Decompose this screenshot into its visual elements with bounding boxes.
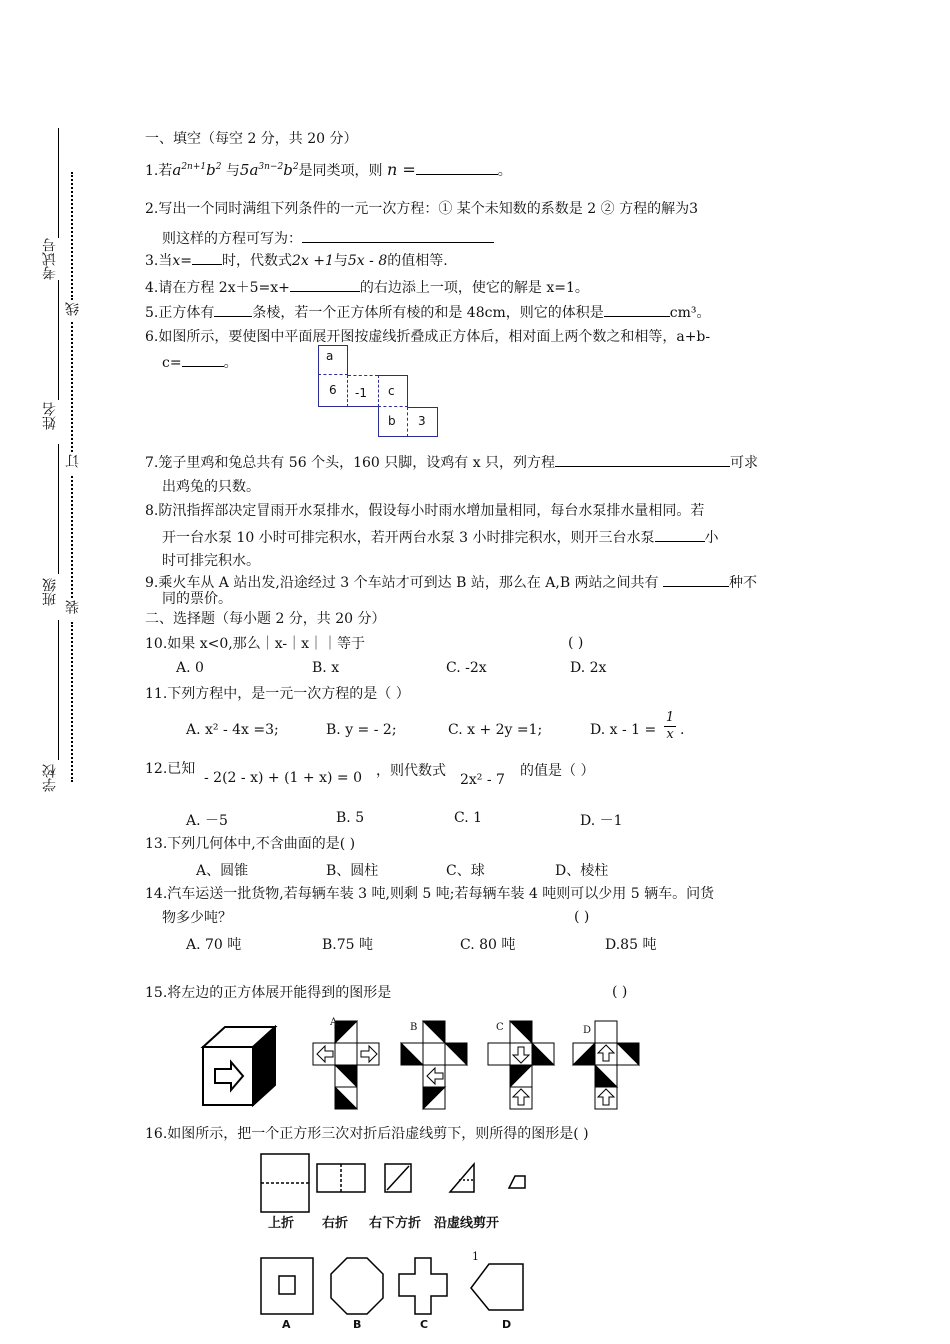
question-12-post: 的值是（ ） bbox=[520, 763, 595, 779]
shape-option-d bbox=[471, 1264, 523, 1310]
expression: 2x² - 7 bbox=[460, 772, 505, 788]
option-d: D. －1 bbox=[580, 813, 623, 829]
net-cell-3: 3 bbox=[408, 407, 438, 437]
question-12-mid: ，则代数式 bbox=[376, 763, 446, 779]
folding-steps-figure bbox=[255, 1150, 545, 1220]
equation: - 2(2 - x) + (1 + x) = 0 bbox=[204, 770, 362, 786]
label-a: A bbox=[330, 1017, 338, 1028]
question-9-line2: 同的票价。 bbox=[162, 591, 232, 607]
question-2-line1: 2.写出一个同时满组下列条件的一元一次方程：① 某个未知数的系数是 2 ② 方程的解为3 bbox=[145, 201, 698, 217]
cut-line bbox=[71, 322, 73, 452]
shape-label-d: D bbox=[502, 1318, 512, 1331]
step-label: 沿虚线剪开 bbox=[434, 1216, 500, 1231]
shape-option-c bbox=[399, 1258, 447, 1314]
net-cell-minus1: -1 bbox=[348, 375, 378, 407]
question-6-line2: c= 。 bbox=[162, 352, 238, 372]
question-6-line1: 6.如图所示，要使图中平面展开图按虚线折叠成正方体后，相对面上两个数之和相等，a+b- bbox=[145, 329, 711, 345]
question-14-line2: 物多少吨？ bbox=[162, 910, 232, 926]
step-right-fold bbox=[317, 1164, 365, 1192]
shape-option-b bbox=[331, 1258, 383, 1314]
option-c: C. 80 吨 bbox=[460, 937, 516, 953]
question-15: 15.将左边的正方体展开能得到的图形是 bbox=[145, 985, 392, 1001]
question-8-line1: 8.防汛指挥部决定冒雨开水泵排水，假设每小时雨水增加量相同，每台水泵排水量相同。若 bbox=[145, 503, 705, 519]
question-11: 11.下列方程中，是一元一次方程的是（ ） bbox=[145, 686, 410, 702]
cut-line bbox=[71, 172, 73, 300]
option-b: B. x bbox=[312, 660, 340, 676]
option-a: A. －5 bbox=[186, 813, 228, 829]
option-d: D. x - 1 = bbox=[590, 722, 657, 738]
fraction-period: . bbox=[680, 722, 685, 738]
shape-option-a bbox=[261, 1258, 313, 1314]
option-b: B、圆柱 bbox=[326, 863, 379, 879]
question-7-line1: 7.笼子里鸡和兔总共有 56 个头，160 只脚，设鸡有 x 只，列方程 可求 bbox=[145, 452, 758, 472]
fraction-denominator: x bbox=[664, 726, 676, 743]
cut-line bbox=[71, 476, 73, 598]
answer-paren: ( ) bbox=[568, 635, 584, 651]
shape-label-a: A bbox=[282, 1318, 291, 1331]
step-label: 右折 bbox=[322, 1216, 349, 1231]
question-5: 5.正方体有 条棱，若一个正方体所有棱的和是 48cm，则它的体积是 cm³。 bbox=[145, 302, 710, 322]
shape-label-b: B bbox=[353, 1318, 362, 1331]
margin-label-class: 班级 bbox=[42, 578, 58, 606]
question-12-pre: 12.已知 bbox=[145, 761, 196, 777]
option-b: B. 5 bbox=[336, 810, 365, 826]
margin-rule bbox=[58, 280, 59, 400]
option-a: A、圆锥 bbox=[196, 863, 249, 879]
section2-heading: 二、选择题（每小题 2 分，共 20 分） bbox=[145, 611, 386, 627]
option-c: C. -2x bbox=[446, 660, 487, 676]
net-cell-a: a bbox=[318, 345, 348, 375]
option-a: A. 70 吨 bbox=[186, 937, 242, 953]
option-c: C、球 bbox=[446, 863, 485, 879]
option-d: D. 2x bbox=[570, 660, 607, 676]
option-c: C. x + 2y =1; bbox=[448, 722, 543, 738]
step-diagonal-fold bbox=[385, 1164, 411, 1192]
cut-mark-pack: 装 bbox=[65, 600, 81, 614]
answer-shapes-figure bbox=[255, 1252, 545, 1322]
step-label: 上折 bbox=[268, 1216, 295, 1231]
section1-heading: 一、填空（每空 2 分，共 20 分） bbox=[145, 131, 358, 147]
answer-paren: ( ) bbox=[612, 984, 628, 1000]
option-a: A. 0 bbox=[176, 660, 204, 676]
option-b: B. y = - 2; bbox=[326, 722, 397, 738]
cut-mark-bind: 订 bbox=[65, 454, 81, 468]
question-2-line2: 则这样的方程可写为： bbox=[162, 228, 494, 248]
margin-label-exam-no: 考试号 bbox=[42, 238, 58, 280]
question-4: 4.请在方程 2x＋5=x+ 的右边添上一项，使它的解是 x=1。 bbox=[145, 277, 589, 297]
step-triangle bbox=[450, 1164, 474, 1192]
option-d: D.85 吨 bbox=[605, 937, 657, 953]
question-14-line1: 14.汽车运送一批货物,若每辆车装 3 吨,则剩 5 吨;若每辆车装 4 吨则可以少用 5 辆车。问货 bbox=[145, 886, 715, 902]
net-cell-c: c bbox=[378, 375, 408, 407]
margin-rule bbox=[58, 444, 59, 574]
question-7-line2: 出鸡兔的只数。 bbox=[162, 479, 260, 495]
cut-line bbox=[71, 622, 73, 782]
answer-paren: ( ) bbox=[574, 909, 590, 925]
step-label: 右下方折 bbox=[369, 1216, 422, 1231]
option-d: D、棱柱 bbox=[555, 863, 609, 879]
step-up-fold bbox=[261, 1154, 309, 1212]
shape-label-c: C bbox=[420, 1318, 429, 1331]
step-cut-piece bbox=[509, 1176, 525, 1188]
question-8-line3: 时可排完积水。 bbox=[162, 553, 260, 569]
net-option-a bbox=[313, 1021, 379, 1109]
net-option-b bbox=[401, 1021, 467, 1109]
option-b: B.75 吨 bbox=[322, 937, 374, 953]
question-9-line1: 9.乘火车从 A 站出发,沿途经过 3 个车站才可到达 B 站，那么在 A,B 两站之间共有 种不 bbox=[145, 572, 757, 592]
margin-label-name: 姓名 bbox=[42, 402, 58, 430]
question-8-line2: 开一台水泵 10 小时可排完积水，若开两台水泵 3 小时排完积水，则开三台水泵 小 bbox=[162, 527, 719, 547]
net-cell-b: b bbox=[378, 407, 408, 437]
margin-label-school: 学校 bbox=[42, 764, 58, 792]
fraction bbox=[664, 710, 676, 743]
label-d: D bbox=[583, 1025, 592, 1036]
net-cell-6: 6 bbox=[318, 375, 348, 407]
question-16: 16.如图所示，把一个正方形三次对折后沿虚线剪下，则所得的图形是( ) bbox=[145, 1126, 589, 1142]
page-number: 1 bbox=[472, 1250, 479, 1263]
cube-drawing bbox=[203, 1027, 275, 1105]
margin-rule bbox=[58, 620, 59, 760]
question-13: 13.下列几何体中,不含曲面的是( ) bbox=[145, 836, 356, 852]
question-3: 3.当x= 时，代数式2x +1与5x - 8的值相等. bbox=[145, 250, 448, 270]
net-option-c bbox=[488, 1021, 554, 1109]
question-1: 1.若$a^{2n+1}b^2$ 与$5a^{3n-2}b^2$是同类项，则 n = 。 bbox=[145, 160, 512, 179]
option-c: C. 1 bbox=[454, 810, 483, 826]
fraction-numerator: 1 bbox=[665, 710, 675, 725]
margin-rule bbox=[58, 128, 59, 238]
label-c: C bbox=[496, 1022, 504, 1033]
cut-mark-line: 线 bbox=[65, 302, 81, 316]
question-10: 10.如果 x<0,那么｜x-｜x｜｜等于 bbox=[145, 636, 365, 652]
label-b: B bbox=[410, 1022, 418, 1033]
option-a: A. x² - 4x =3; bbox=[186, 722, 279, 738]
